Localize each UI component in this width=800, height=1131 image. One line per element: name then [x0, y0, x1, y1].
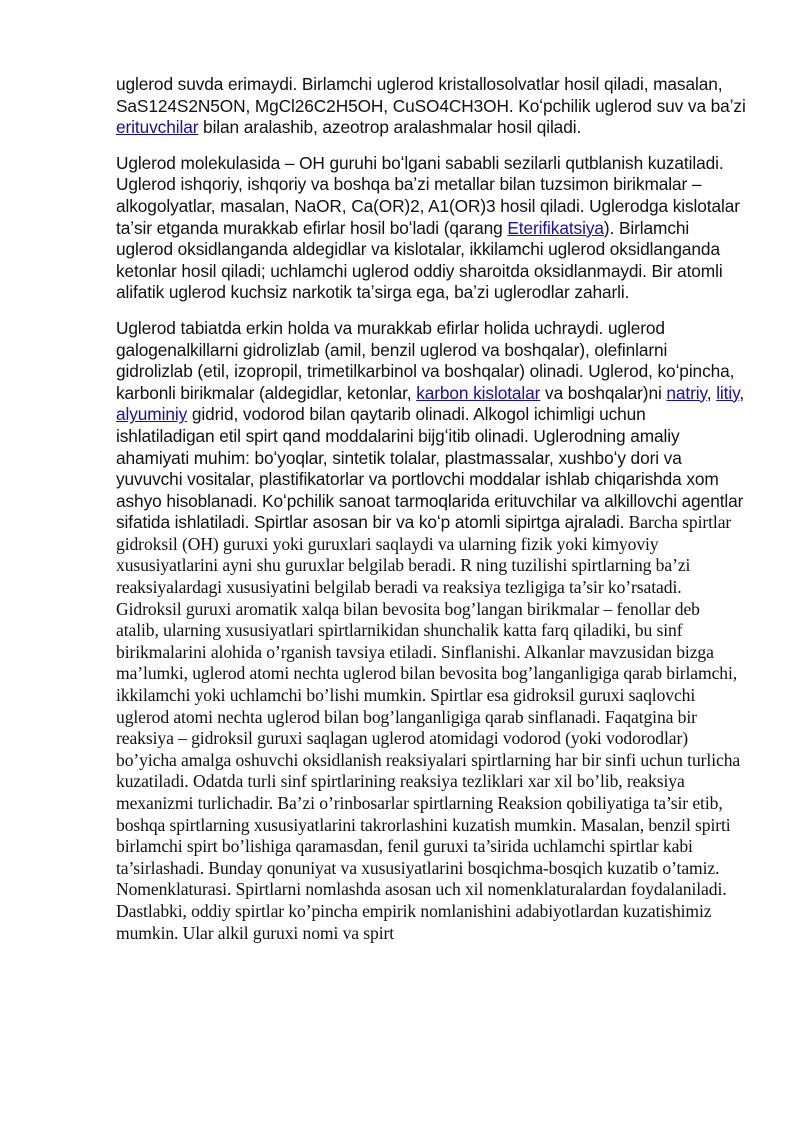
text-run: gidrid, vodorod bilan qaytarib olinadi. Alkogol ichimligi uchun ishlatiladigan etil spirt qand moddalarini bijgʻitib olinadi. Uglerodning amaliy ahamiyati muhim: boʻyoqlar, sintetik tolalar, plastmassalar, xushboʻy dori va yuvuvchi vositalar, plastifikatorlar va portlovchi moddalar ishlab chiqarishda xom ashyo hisoblanadi. Koʻpchilik sanoat tarmoqlarida erituvchilar va alkillovchi agentlar sifatida ishlatiladi. Spirtlar asosan bir va koʻp atomli sipirtga ajraladi. [116, 404, 744, 533]
serif-text-run: Barcha spirtlar gidroksil (OH) guruxi yoki guruxlari saqlaydi va ularning fizik yoki kimyoviy xususiyatlarini ayni shu guruxlar belgilab beradi. R ning tuzilishi spirtlarning ba’zi reaksiyalardagi xususiyatini belgilab beradi va reaksiya tezligiga ta’sir ko’rsatadi. Gidroksil guruxi aromatik xalqa bilan bevosita bog’langan birikmalar – fenollar deb atalib, ularning xususiyatlari spirtlarnikidan shunchalik katta farq qiladiki, bu sinf birikmalarini alohida o’rganish tavsiya etiladi. Sinflanishi. Alkanlar mavzusidan bizga ma’lumki, uglerod atomi nechta uglerod bilan bevosita bog’langanligiga qarab birlamchi, ikkilamchi yoki uchlamchi bo’lishi mumkin. Spirtlar esa gidroksil guruxi saqlovchi uglerod atomi nechta uglerod bilan bog’langanligiga qarab sinflanadi. Faqatgina bir reaksiya – gidroksil guruxi saqlagan uglerod atomidagi vodorod (yoki vodorodlar) bo’yicha amalga oshuvchi oksidlanish reaksiyalari spirtlarning har bir sinfi uchun turlicha kuzatiladi. Odatda turli sinf spirtlarining reaksiya tezliklari xar xil bo’lib, reaksiya mexanizmi turlichadir. Ba’zi o’rinbosarlar spirtlarning Reaksion qobiliyatiga ta’sir etib, boshqa spirtlarning xususiyatlarini takrorlashini kuzatish mumkin. Masalan, benzil spirti birlamchi spirt bo’lishiga qaramasdan, fenil guruxi ta’sirida uchlamchi spirtlar kabi ta’sirlashadi. Bunday qonuniyat va xususiyatlarini bosqichma-bosqich kuzatib o’tamiz. Nomenklaturasi. Spirtlarni nomlashda asosan uch xil nomenklaturalardan foydalaniladi. Dastlabki, oddiy spirtlar ko’pincha empirik nomlanishini adabiyotlardan kuzatishimiz mumkin. Ular alkil guruxi nomi va spirt [116, 512, 741, 943]
paragraph-solubility [116, 74, 746, 139]
link-karbon-kislotalar[interactable]: karbon kislotalar [416, 382, 541, 403]
text-run: ). Birlamchi uglerod oksidlanganda aldegidlar va kislotalar, ikkilamchi uglerod oksidlanganda ketonlar hosil qiladi; uchlamchi uglerod oddiy sharoitda oksidlanmaydi. Bir atomli alifatik uglerod kuchsiz narkotik taʼsirga ega, baʼzi uglerodlar zaharli. [116, 217, 723, 303]
text-run: , [739, 382, 745, 403]
document-page [116, 74, 746, 958]
link-eterifikatsiya[interactable]: Eterifikatsiya [507, 217, 604, 238]
text-run: va boshqalar)ni [540, 382, 667, 403]
paragraph-occurrence [116, 318, 746, 944]
text-run: Uglerod tabiatda erkin holda va murakkab efirlar holida uchraydi. uglerod galogenalkillarni gidrolizlab (amil, benzil uglerod va boshqalar), olefinlarni gidrolizlab (etil, izopropil, trimetilkarbinol va boshqalar) olinadi. Uglerod, koʻpincha, karbonli birikmalar (aldegidlar, ketonlar, [116, 317, 735, 403]
paragraph-properties [116, 153, 746, 304]
text-run: Uglerod molekulasida – OH guruhi boʻlgani sababli sezilarli qutblanish kuzatiladi. Uglerod ishqoriy, ishqoriy va boshqa baʼzi metallar bilan tuzsimon birikmalar – alkogolyatlar, masalan, NaOR, Ca(OR)2, A1(OR)3 hosil qiladi. Uglerodga kislotalar taʼsir etganda murakkab efirlar hosil boʻladi (qarang [116, 152, 740, 238]
link-natriy[interactable]: natriy [666, 382, 707, 403]
link-alyuminiy[interactable]: alyuminiy [116, 404, 188, 425]
link-litiy[interactable]: litiy [716, 382, 740, 403]
text-run: uglerod suvda erimaydi. Birlamchi uglerod kristallosolvatlar hosil qiladi, masalan, SaS124S2N5ON, MgCl26C2H5OH, CuSO4CH3OH. Koʻpchilik uglerod suv va baʼzi [116, 74, 746, 116]
link-erituvchilar[interactable]: erituvchilar [116, 117, 199, 138]
text-run: , [706, 382, 717, 403]
text-run: bilan aralashib, azeotrop aralashmalar hosil qiladi. [198, 117, 582, 138]
